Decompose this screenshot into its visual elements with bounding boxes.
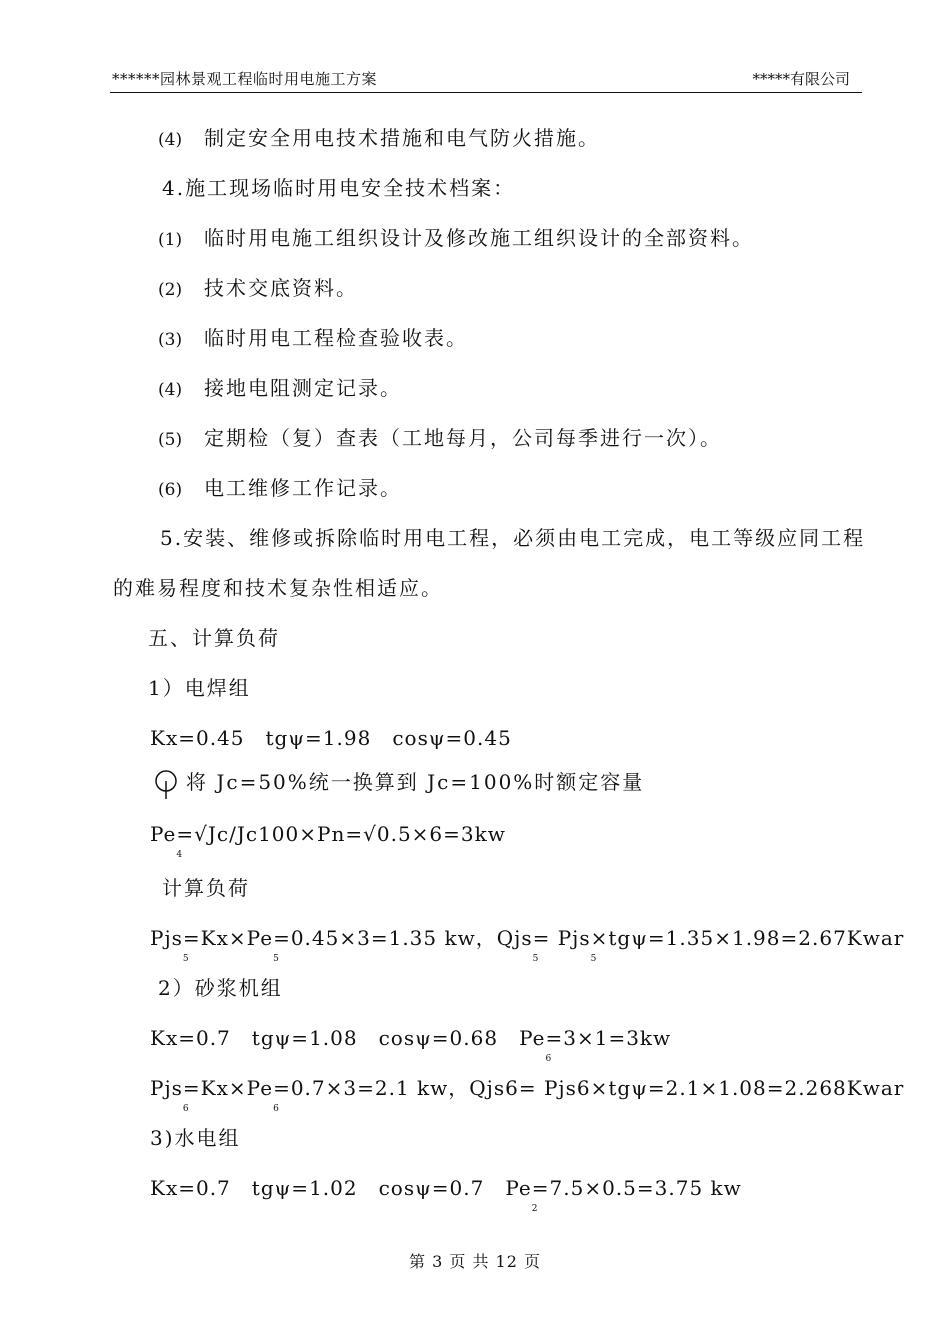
item-text: 技术交底资料。 — [204, 276, 358, 300]
item-text: 接地电阻测定记录。 — [204, 376, 402, 400]
formula-part: = Pjs — [532, 926, 591, 950]
formula-part: ×tgψ=1.35×1.98=2.67Kwar — [590, 926, 905, 950]
subsection-heading: 3)水电组 — [150, 1126, 241, 1150]
item-text: 定期检（复）查表（工地每月，公司每季进行一次）。 — [204, 426, 722, 450]
formula-part: =0.7×3=2.1 kw，Qjs6= Pjs6×tgψ=2.1×1.08=2.268Kwar — [273, 1076, 905, 1100]
page-header-right: *****有限公司 — [752, 70, 850, 88]
paragraph-line: 5.安装、维修或拆除临时用电工程，必须由电工完成，电工等级应同工程 — [160, 526, 866, 550]
formula-part: Kx=0.7 tgψ=1.02 cosψ=0.7 Pe — [150, 1176, 532, 1200]
list-item — [158, 322, 468, 351]
section-heading: 4.施工现场临时用电安全技术档案： — [162, 176, 516, 200]
formula-part: =0.45×3=1.35 kw，Qjs — [273, 926, 533, 950]
list-item — [158, 222, 754, 251]
paragraph-line: 的难易程度和技术复杂性相适应。 — [113, 576, 443, 600]
formula-text: 将 Jc=50%统一换算到 Jc=100%时额定容量 — [186, 770, 645, 794]
item-text: 电工维修工作记录。 — [204, 476, 402, 500]
formula-part: =Kx×Pe — [182, 926, 274, 950]
list-item — [158, 422, 722, 451]
formula-line — [150, 766, 644, 799]
list-item — [158, 272, 358, 301]
formula-part: Pjs — [150, 1076, 183, 1100]
section-label: 计算负荷 — [162, 876, 250, 900]
subsection-heading: 1）电焊组 — [148, 676, 251, 700]
formula-part: =3×1=3kw — [545, 1026, 672, 1050]
formula-part: Kx=0.7 tgψ=1.08 cosψ=0.68 Pe — [150, 1026, 546, 1050]
formula-part: =Kx×Pe — [182, 1076, 274, 1100]
item-number: (6) — [158, 480, 183, 500]
item-number: (4) — [158, 380, 183, 400]
header-divider — [110, 92, 862, 93]
list-item — [158, 472, 402, 501]
formula-line: Pjs6=Kx×Pe6=0.7×3=2.1 kw，Qjs6= Pjs6×tgψ=2.1×1.08=2.268Kwar — [150, 1076, 905, 1114]
item-number: (4) — [158, 130, 183, 150]
formula-part: =√Jc/Jc100×Pn=√0.5×6=3kw — [176, 822, 506, 846]
item-number: (5) — [158, 430, 183, 450]
page-footer: 第 3 页 共 12 页 — [409, 1252, 541, 1271]
formula-line: Pjs5=Kx×Pe5=0.45×3=1.35 kw，Qjs5= Pjs5×tgψ=1.35×1.98=2.67Kwar — [150, 926, 905, 964]
formula-line: Kx=0.45 tgψ=1.98 cosψ=0.45 — [150, 726, 512, 750]
marker-icon — [150, 769, 182, 799]
item-number: (1) — [158, 230, 183, 250]
item-number: (2) — [158, 280, 183, 300]
item-text: 临时用电工程检查验收表。 — [204, 326, 468, 350]
formula-part: =7.5×0.5=3.75 kw — [531, 1176, 742, 1200]
list-item — [158, 372, 402, 401]
page-header-left: ******园林景观工程临时用电施工方案 — [112, 70, 378, 88]
item-text: 制定安全用电技术措施和电气防火措施。 — [204, 126, 600, 150]
formula-part: Pe — [150, 822, 177, 846]
item-text: 临时用电施工组织设计及修改施工组织设计的全部资料。 — [204, 226, 754, 250]
formula-part: Pjs — [150, 926, 183, 950]
subsection-heading: 2）砂浆机组 — [158, 976, 283, 1000]
section-heading: 五、计算负荷 — [148, 626, 280, 650]
item-number: (3) — [158, 330, 183, 350]
formula-line: Kx=0.7 tgψ=1.02 cosψ=0.7 Pe2=7.5×0.5=3.75 kw — [150, 1176, 742, 1214]
formula-line: Pe4=√Jc/Jc100×Pn=√0.5×6=3kw — [150, 822, 506, 860]
formula-line: Kx=0.7 tgψ=1.08 cosψ=0.68 Pe6=3×1=3kw — [150, 1026, 672, 1064]
list-item — [158, 122, 600, 151]
